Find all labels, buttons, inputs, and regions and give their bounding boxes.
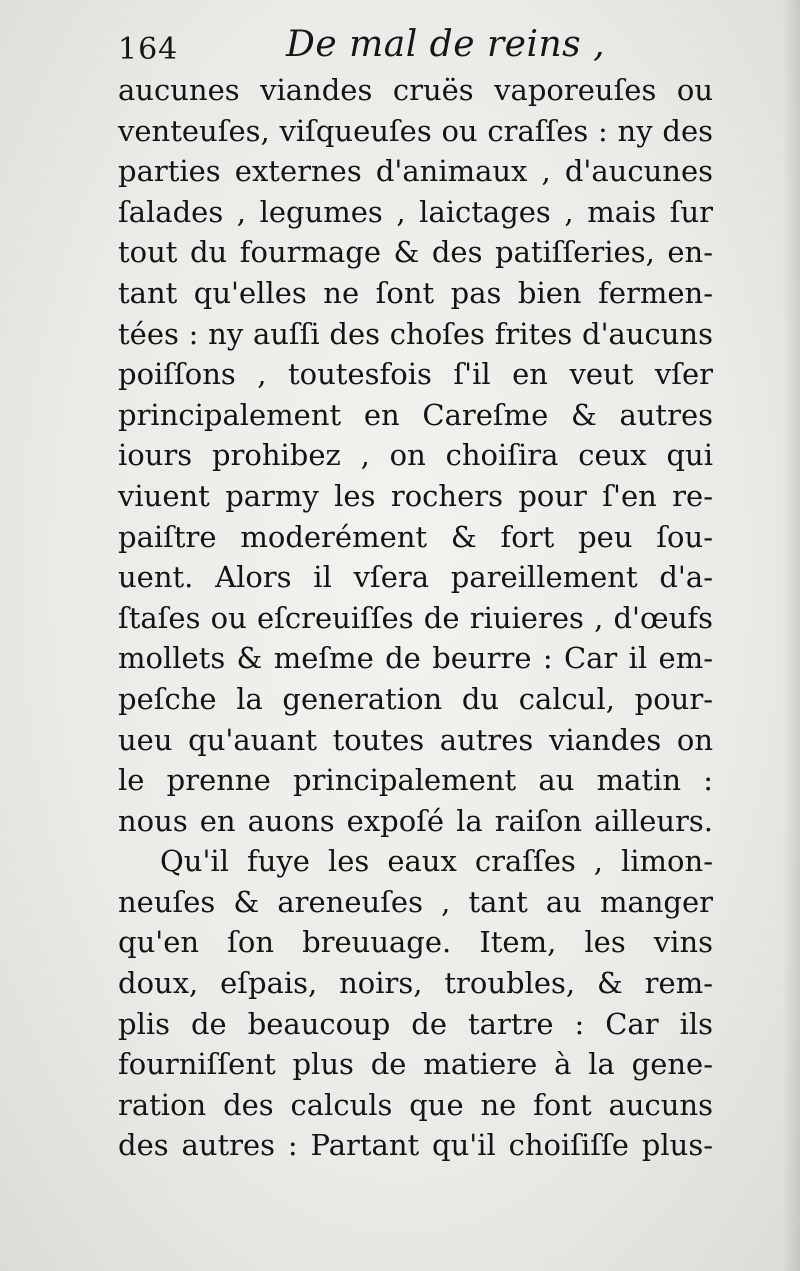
text-line: principalement en Careſme & autres: [118, 397, 713, 432]
text-line: ſalades , legumes , laictages , mais ſur: [118, 194, 713, 229]
text-line: qu'en ſon breuuage. Item, les vins: [118, 925, 713, 960]
text-line: le prenne principalement au matin :: [118, 763, 713, 798]
text-line: aucunes viandes cruës vaporeuſes ou: [118, 73, 713, 107]
page-number: 164: [118, 32, 179, 67]
text-line: uent. Alors il vſera pareillement d'a-: [118, 560, 713, 595]
body-text: [118, 70, 713, 1166]
running-title: De mal de reins ,: [286, 24, 606, 65]
text-line: peſche la generation du calcul, pour-: [118, 681, 713, 716]
page-edge-shadow: [782, 0, 800, 1271]
text-line: tées : ny auſſi des choſes frites d'aucuns: [118, 316, 713, 351]
text-line: mollets & meſme de beurre : Car il em-: [118, 641, 713, 676]
text-line: plis de beaucoup de tartre : Car ils: [118, 1006, 713, 1041]
text-line: parties externes d'animaux , d'aucunes: [118, 154, 713, 189]
text-line: ueu qu'auant toutes autres viandes on: [118, 722, 713, 757]
text-line: poiſſons , toutesfois ſ'il en veut vſer: [118, 357, 713, 392]
text-line: Qu'il fuye les eaux craſſes , limon-: [160, 844, 713, 879]
text-line: tant qu'elles ne ſont pas bien fermen-: [118, 275, 713, 310]
text-line: nous en auons expoſé la raiſon ailleurs.: [118, 803, 713, 838]
text-line: fourniſſent plus de matiere à la gene-: [118, 1047, 713, 1082]
text-line: ration des calculs que ne font aucuns: [118, 1087, 713, 1122]
text-line: doux, eſpais, noirs, troubles, & rem-: [118, 966, 713, 1001]
text-line: des autres : Partant qu'il choiſiſſe plus-: [118, 1128, 713, 1163]
text-line: iours prohibez , on choiſira ceux qui: [118, 438, 713, 473]
text-line: ſtaſes ou eſcreuiſſes de riuieres , d'œufs: [118, 600, 713, 635]
text-line: venteuſes, viſqueuſes ou craſſes : ny des: [118, 113, 713, 148]
text-line: viuent parmy les rochers pour ſ'en re-: [118, 478, 713, 513]
text-line: paiſtre moderément & fort peu ſou-: [118, 519, 713, 554]
text-line: neuſes & areneuſes , tant au manger: [118, 884, 713, 919]
text-line: tout du fourmage & des patiſſeries, en-: [118, 235, 713, 270]
